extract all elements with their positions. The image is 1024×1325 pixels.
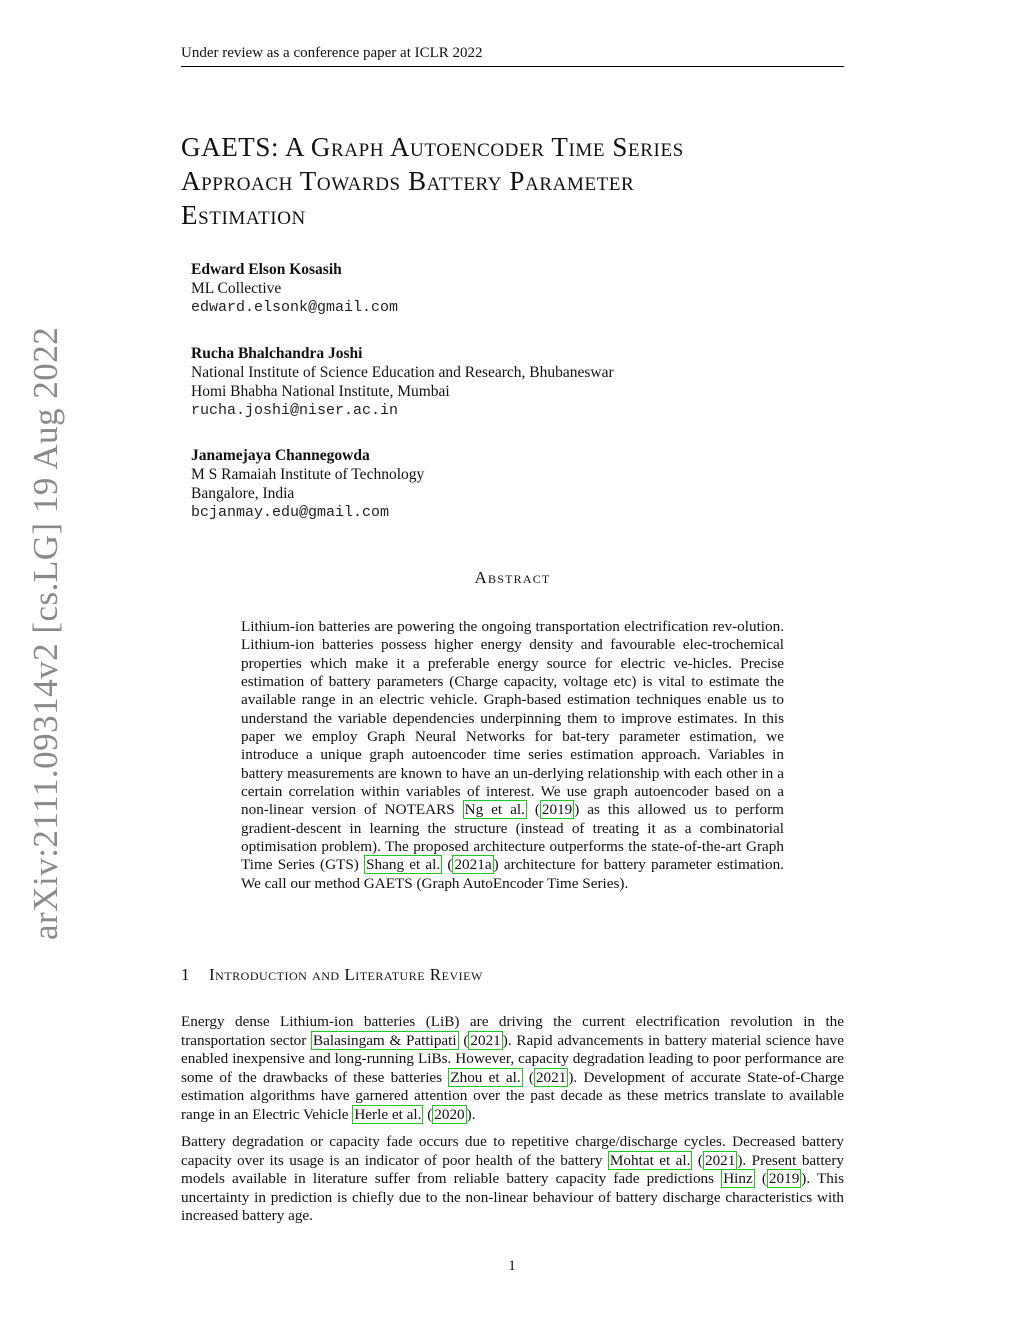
citation-year-link[interactable]: 2021a [454, 856, 492, 874]
author-name: Edward Elson Kosasih [191, 261, 342, 278]
running-header: Under review as a conference paper at ICLR 2022 [181, 43, 844, 67]
abstract-text: architecture for battery parameter estimation. We call our method GAETS (Graph AutoEncoder Time Series). [241, 856, 784, 892]
paragraph-text: . Development of accurate State-of-Charge estimation algorithms have garnered attention over the past decade as these metrics translate to available range in an Electric Vehicle [181, 1068, 844, 1123]
citation-link[interactable]: Balasingam & Pattipati [313, 1031, 457, 1049]
author-email[interactable]: bcjanmay.edu@gmail.com [191, 504, 390, 521]
author-name: Janamejaya Channegowda [191, 447, 370, 464]
citation-link[interactable]: Ng et al. [464, 801, 525, 819]
paragraph-text: . Rapid advancements in battery material science have enabled inexpensive and long-running LiBs. However, capacity degradation leading to poor performance are some of the drawbacks of these batteries [181, 1031, 845, 1086]
paragraph-text: Battery degradation or capacity fade occurs due to repetitive charge/discharge cycles. Decreased battery capacity over its usage is an indicator of poor health of the battery [181, 1133, 844, 1169]
arxiv-identifier: arXiv:2111.09314v2 [cs.LG] 19 Aug 2022 [26, 326, 65, 940]
section-title: Introduction and Literature Review [209, 965, 483, 984]
citation-link[interactable]: Zhou et al. [450, 1068, 521, 1086]
intro-paragraph-1: Energy dense Lithium-ion batteries (LiB) are driving the current electrification revolution in the transportation sector Balasingam & Pattipati ( 2021 ). Rapid advancements in battery material science have enabled inexpensive and long-running LiBs. However, capacity degradation leading to poor performance are some of the drawbacks of these batteries Zhou et al. ( 2021 ). Development of accurate State-of-Charge estimation algorithms have garnered attention over the past decade as these metrics translate to available range in an Electric Vehicle Herle et al. ( 2020 ). [181, 1013, 845, 1123]
paragraph-text: . Present battery models available in literature suffer from reliable battery capacity fade predictions [181, 1151, 845, 1188]
author-block-1 [191, 260, 398, 317]
title-line-2: Approach Towards Battery Parameter [181, 166, 635, 196]
citation-link[interactable]: Herle et al. [354, 1105, 422, 1123]
citation-link[interactable]: Hinz [723, 1170, 753, 1188]
abstract-text: as this allowed us to perform gradient-descent in learning the structure (instead of treating it as a combinatorial optimisation problem). The proposed architecture outperforms the state-of-the-art Graph Time Series (GTS) [241, 801, 785, 874]
citation-year-link[interactable]: 2021 [535, 1068, 567, 1086]
citation-link[interactable]: Shang et al. [366, 856, 441, 874]
author-email[interactable]: edward.elsonk@gmail.com [191, 299, 399, 316]
paragraph-text: . This uncertainty in prediction is chiefly due to the non-linear behaviour of battery discharge characteristics with increased battery age. [181, 1170, 844, 1225]
paragraph-text: Energy dense Lithium-ion batteries (LiB) are driving the current electrification revolution in the transportation sector [181, 1013, 844, 1049]
author-email[interactable]: rucha.joshi@niser.ac.in [191, 402, 399, 419]
title-line-1: GAETS: A Graph Autoencoder Time Series [181, 132, 684, 162]
paragraph-text: . [471, 1105, 476, 1123]
abstract-text: Lithium-ion batteries are powering the ongoing transportation electrification rev-olution. Lithium-ion batteries possess higher energy density and favourable elec-trochemical properties which make it a preferable energy source for electric ve-hicles. Precise estimation of battery parameters (Charge capacity, voltage etc) is vital to estimate the available range in an electric vehicle. Graph-based estimation techniques enable us to understand the variable dependencies underpinning them to improve estimates. In this paper we employ Graph Neural Networks for bat-tery parameter estimation, we introduce a unique graph autoencoder time series estimation approach. Variables in battery measurements are known to have an un-derlying relationship with each other in a certain correlation within variables of interest. We use graph autoencoder based on a non-linear version of NOTEARS [241, 618, 784, 819]
title-line-3: Estimation [181, 200, 306, 230]
author-affiliation: Bangalore, India [191, 485, 295, 502]
author-block-3 [191, 446, 424, 522]
author-name: Rucha Bhalchandra Joshi [191, 345, 363, 362]
citation-year-link[interactable]: 2021 [470, 1031, 501, 1049]
citation-link[interactable]: Mohtat et al. [609, 1151, 691, 1169]
page-number: 1 [508, 1258, 516, 1274]
citation-year-link[interactable]: 2019 [541, 801, 573, 819]
citation-year-link[interactable]: 2020 [434, 1105, 465, 1123]
abstract-body: Lithium-ion batteries are powering the ongoing transportation electrification rev-olution. Lithium-ion batteries possess higher energy density and favourable elec-trochemical properties which make it a preferable energy source for electric ve-hicles. Precise estimation of battery parameters (Charge capacity, voltage etc) is vital to estimate the available range in an electric vehicle. Graph-based estimation techniques enable us to understand the variable dependencies underpinning them to improve estimates. In this paper we employ Graph Neural Networks for bat-tery parameter estimation, we introduce a unique graph autoencoder time series estimation approach. Variables in battery measurements are known to have an un-derlying relationship with each other in a certain correlation within variables of interest. We use graph autoencoder based on a non-linear version of NOTEARS Ng et al. ( 2019 ) as this allowed us to perform gradient-descent in learning the structure (instead of treating it as a combinatorial optimisation problem). The proposed architecture outperforms the state-of-the-art Graph Time Series (GTS) Shang et al. ( 2021a ) architecture for battery parameter estimation. We call our method GAETS (Graph AutoEncoder Time Series). [241, 618, 785, 892]
author-affiliation: ML Collective [191, 280, 282, 297]
section-heading [181, 965, 483, 985]
intro-paragraph-2: Battery degradation or capacity fade occurs due to repetitive charge/discharge cycles. Decreased battery capacity over its usage is an indicator of poor health of the battery Mohtat et al. ( 2021 ). Present battery models available in literature suffer from reliable battery capacity fade predictions Hinz ( 2019 ). This uncertainty in prediction is chiefly due to the non-linear behaviour of battery discharge characteristics with increased battery age. [181, 1133, 845, 1225]
abstract-heading: Abstract [474, 568, 551, 587]
paper-title [181, 130, 841, 232]
section-number: 1 [181, 965, 190, 984]
citation-year-link[interactable]: 2019 [768, 1170, 800, 1188]
author-affiliation: National Institute of Science Education and Research, Bhubaneswar [191, 364, 614, 381]
author-block-2 [191, 344, 614, 420]
author-affiliation: M S Ramaiah Institute of Technology [191, 466, 425, 483]
author-affiliation: Homi Bhabha National Institute, Mumbai [191, 383, 450, 400]
citation-year-link[interactable]: 2021 [704, 1151, 736, 1169]
